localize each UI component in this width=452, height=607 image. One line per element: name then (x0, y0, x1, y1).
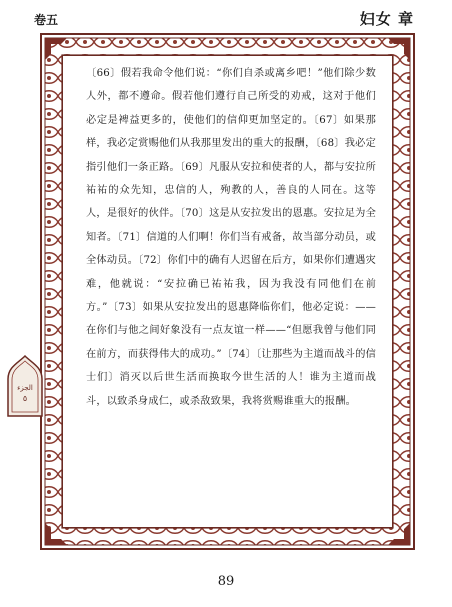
page-number: 89 (217, 574, 235, 589)
juz-lettering: الجزء (17, 384, 33, 392)
volume-label: 卷五 (34, 13, 59, 27)
page-header (0, 8, 452, 30)
chapter-title: 妇女 章 (359, 10, 414, 28)
main-text-block (86, 62, 376, 413)
verse-paragraph: 〔66〕假若我命令他们说：“你们自杀或离乡吧！”他们除少数人外，都不遵命。假若他们遵行自己所受的劝戒，这对于他们必定是裨益更多的，使他们的信仰更加坚定的。〔67〕如果那样，我必定赏赐他们从我那里发出的重大的报酬，〔68〕我必定指引他们一条正路。〔69〕凡服从安拉和使者的人，都与安拉所祐祐的众先知，忠信的人，殉教的人，善良的人同在。这等人，是很好的伙伴。〔70〕这是从安拉发出的恩惠。安拉足为全知者。〔71〕信道的人们啊！你们当有戒备，故当部分动员，或全体动员。〔72〕你们中的确有人迟留在后方，如果你们遭遇灾难，他就说：“安拉确已祐祐我，因为我没有同他们在前方。”〔73〕如果从安拉发出的恩惠降临你们，他必定说：——在你们与他之间好象没有一点友谊一样——“但愿我曾与他们同在前方，而获得伟大的成功。”〔74〕〔让那些为主道而战斗的信士们〕消灭以后世生活而换取今世生活的人！谁为主道而战斗，以致杀身成仁，或杀敌致果，我将赏赐谁重大的报酬。 (86, 68, 376, 407)
juz-marker-badge (6, 355, 44, 417)
svg-text:٥: ٥ (22, 394, 28, 403)
